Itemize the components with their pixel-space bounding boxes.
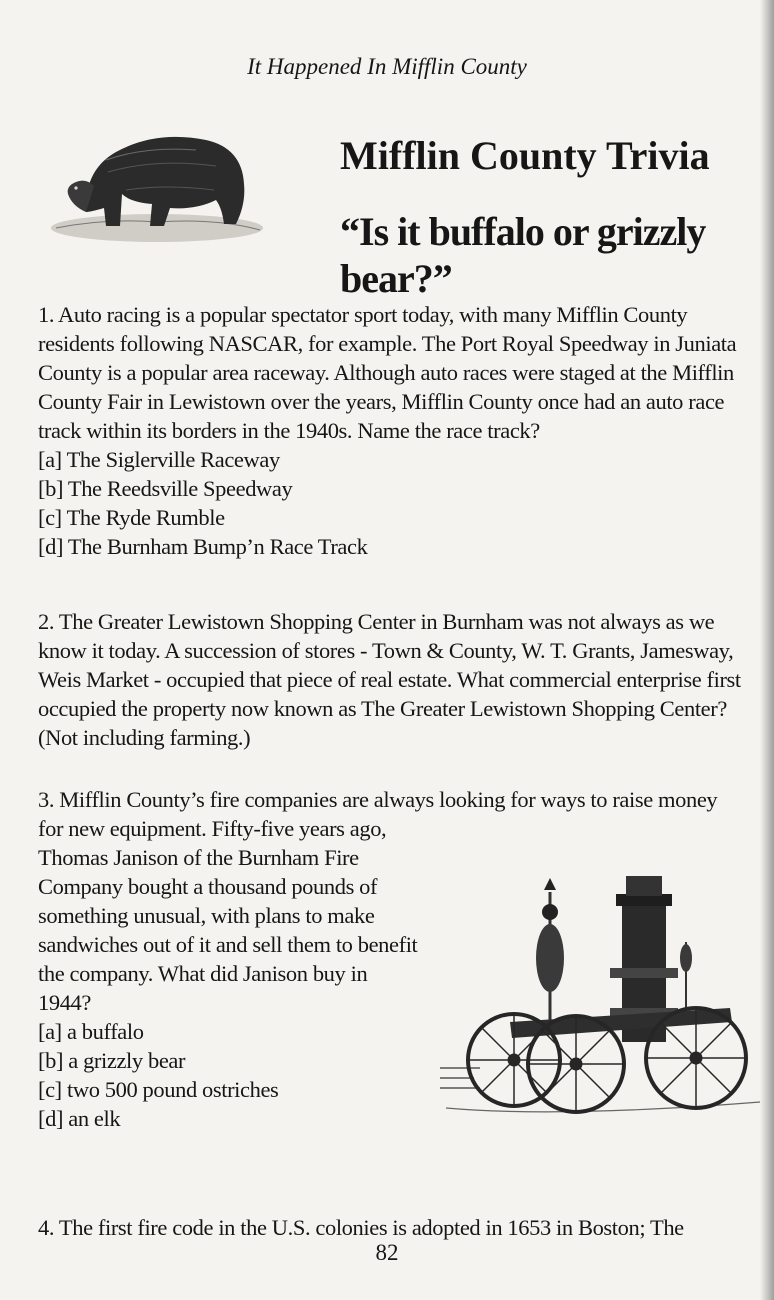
answer-option: [d] The Burnham Bump’n Race Track	[38, 534, 368, 559]
question-text: 1. Auto racing is a popular spectator sport today, with many Mifflin County residents following NASCAR, for example. The Port Royal Speedway in Juniata County is a popular area raceway. Although auto races were staged at the Mifflin County Fair in Lewistown over the years, Mifflin County once had an auto race track within its borders in the 1940s. Name the race track?	[38, 302, 737, 443]
question-text-first-line: 3. Mifflin County’s fire companies are always looking for ways to raise money	[38, 787, 718, 812]
question-2	[38, 607, 762, 752]
question-text: 2. The Greater Lewistown Shopping Center in Burnham was not always as we know it today. A succession of stores - Town & County, W. T. Grants, Jamesway, Weis Market - occupied that piece of real estate. What commercial enterprise first occupied the property now known as The Greater Lewistown Shopping Center? (Not including farming.)	[38, 609, 741, 750]
answer-option: [b] The Reedsville Speedway	[38, 476, 293, 501]
answer-option: [c] The Ryde Rumble	[38, 505, 225, 530]
page-title: Mifflin County Trivia	[340, 133, 710, 178]
running-head: It Happened In Mifflin County	[247, 54, 527, 79]
question-text: 4. The first fire code in the U.S. colonies is adopted in 1653 in Boston; The	[38, 1215, 684, 1240]
answer-option: [a] The Siglerville Raceway	[38, 447, 280, 472]
answer-option: [a] a buffalo	[38, 1019, 144, 1044]
question-1	[38, 300, 762, 561]
steam-fire-engine-icon	[440, 872, 764, 1124]
answer-option: [d] an elk	[38, 1106, 121, 1131]
answer-option: [b] a grizzly bear	[38, 1048, 186, 1073]
bear-engraving-icon	[46, 100, 268, 260]
page-edge-shadow	[760, 0, 774, 1300]
page-subtitle: “Is it buffalo or grizzly bear?”	[340, 209, 706, 301]
question-text: for new equipment. Fifty-five years ago, Thomas Janison of the Burnham Fire Company bought a thousand pounds of something unusual, with plans to make sandwiches out of it and sell them to benefit the company. What did Janison buy in 1944?	[38, 816, 418, 1015]
answer-option: [c] two 500 pound ostriches	[38, 1077, 279, 1102]
page-number: 82	[375, 1240, 399, 1265]
question-4	[38, 1213, 762, 1242]
